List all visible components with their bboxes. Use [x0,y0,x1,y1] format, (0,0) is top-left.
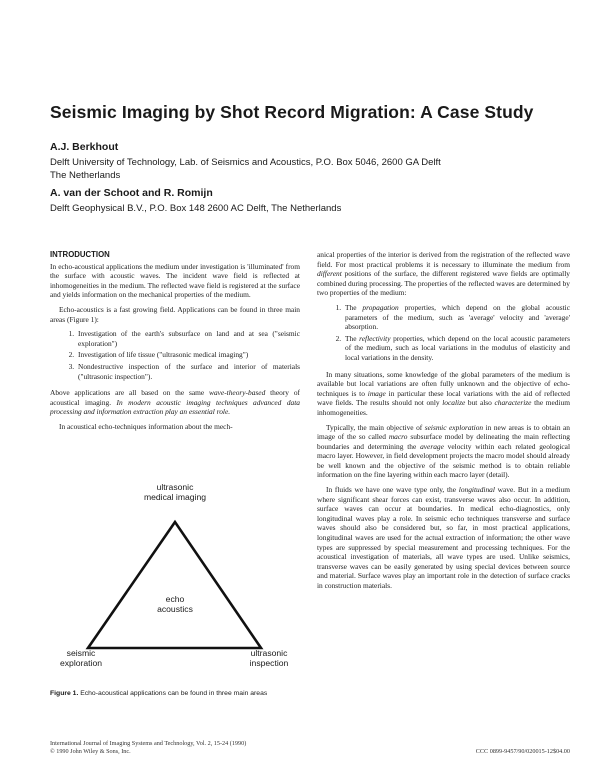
author-1-name: A.J. Berkhout [50,141,119,153]
list-item: 2. Investigation of life tissue ("ultrasonic medical imaging") [76,350,300,360]
paper-title: Seismic Imaging by Shot Record Migration: A Case Study [50,102,534,122]
author-2-affiliation-line-1: Delft Geophysical B.V., P.O. Box 148 2600 AC Delft, The Netherlands [50,203,342,214]
triangle-diagram [50,478,300,668]
text-run-italic: wave-theory-based [209,388,266,398]
figure-label-seismic-exploration [46,648,116,668]
text-run: positions of the surface, the different registered wave fields are optimally combined during processing. The properties of the reflected waves are determined by two properties of the medium: [317,269,570,298]
text-run-italic: image [367,388,386,398]
journal-footer [50,740,380,756]
text-run-italic: characterize [494,398,532,408]
text-run-italic: propagation [362,302,399,312]
journal-citation: International Journal of Imaging Systems and Technology, Vol. 2, 15-24 (1990) [50,740,247,747]
intro-paragraph-3 [50,388,300,417]
caption-number: Figure 1. [50,690,79,697]
text-run: Typically, the main objective of [326,422,425,432]
figure-1-caption [50,690,300,699]
text-run: but also [465,398,495,408]
author-2-name: A. van der Schoot and R. Romijn [50,187,213,199]
text-run: wave. But in a medium where significant shear forces can exist, transverse waves also occur. In addition, surface waves can occur at boundaries. In medical echo-diagnostics, only longitudinal waves play a role. In seismic echo techniques transverse and surface waves should also be considered but, so far, in most practical applications, longitudinal waves are used for the actual extraction of information; the other wave types are suppressed by special measurement and processing techniques. For the acoustical investigation of materials, all wave types are used. Unlike seismics, transverse waves can be easily generated by using special devices between source and material. Surface waves play an important role in the detection of surface cracks in construction materials. [317,485,571,590]
intro-paragraph-1: In echo-acoustical applications the medium under investigation is 'illuminated' from the surface with acoustic waves. The incident wave field is reflected at inhomogeneities in the medium. The reflected wave field is registered at the surface and yields information on the mechanical properties of the medium. [50,261,300,300]
label-line: echo [165,594,185,604]
applications-list [50,329,300,381]
author-2-affiliation [50,203,341,216]
triangle-shape [88,522,261,648]
right-paragraph-4 [317,485,570,591]
text-run: The [345,333,360,343]
right-paragraph-3 [317,423,570,481]
figure-label-medical-imaging [115,482,235,502]
right-paragraph-2 [317,370,570,418]
text-run: Above applications are all based on the same [50,388,210,398]
intro-paragraph-4: In acoustical echo-techniques information about the mech- [59,421,233,431]
text-run-italic: localize [442,398,466,408]
figure-label-echo-acoustics [135,594,215,614]
right-paragraph-1 [317,250,570,298]
label-line: medical imaging [143,492,207,502]
author-1-affiliation [50,157,441,182]
copyright-line: © 1990 John Wiley & Sons, Inc. [50,748,131,755]
caption-text: Echo-acoustical applications can be found in three main areas [78,690,268,697]
text-run: properties, which depend on the local acoustic parameters of the medium, such as local variations in the modulus of elasticity and local variations in the density. [345,333,570,362]
text-run: In many situations, some knowledge of the global parameters of the medium is available but local variations are often fully unknown and the objective of echo-techniques is to [317,369,570,398]
right-column [317,250,570,596]
label-line: ultrasonic [156,482,194,492]
author-1-affiliation-line-1: Delft University of Technology, Lab. of Seismics and Acoustics, P.O. Box 5046, 2600 GA Delft [50,157,441,168]
medium-properties-list [317,303,570,363]
list-item: 3. Nondestructive inspection of the surface and interior of materials ("ultrasonic inspection"). [76,362,300,381]
text-run-italic: In modern acoustic imaging techniques advanced data processing and information extraction play an essential role. [50,397,300,417]
author-1-affiliation-line-2: The Netherlands [50,169,121,181]
text-run-italic: longitudinal [458,485,495,495]
list-item: 1. Investigation of the earth's subsurface on land and at sea ("seismic exploration") [76,329,300,348]
text-run-italic: macro [388,432,408,442]
figure-label-ultrasonic-inspection [234,648,304,668]
label-line: seismic [66,648,96,658]
intro-paragraph-2: Echo-acoustics is a fast growing field. Applications can be found in three main areas (Figure 1): [50,304,300,324]
label-line: acoustics [157,604,193,614]
text-run: the medium inhomogeneities. [317,398,570,417]
text-run: in new areas is to obtain an image of the so called [317,422,570,442]
ccc-code: CCC 0899-9457/90/020015-12$04.00 [475,748,570,755]
left-column [50,250,300,437]
text-run: In fluids we have one wave type only, the [326,485,459,495]
text-run: properties, which depend on the global acoustic parameters of the medium, such as 'average' velocity and 'average' absorption. [345,302,570,332]
list-item [343,334,570,363]
section-heading-introduction: INTRODUCTION [50,250,110,259]
text-run: in particular these local variations with the aid of reflected wave fields. The results should not only [317,388,571,408]
label-line: exploration [59,658,103,668]
label-line: ultrasonic [250,648,288,658]
text-run: The [345,302,363,312]
text-run: theory of acoustical imaging. [50,388,300,407]
text-run: velocity within each related geological macro layer. However, in field development projects the macro model should already be well known and the objective of the seismic method is to obtain reliable information on the fine layering within each macro layer (detail). [317,441,571,480]
text-run-italic: seismic exploration [424,422,484,432]
text-run-italic: different [317,269,342,279]
text-run: anical properties of the interior is derived from the registration of the reflected wave field. For most practical problems it is necessary to illuminate the medium from [317,250,570,269]
text-run-italic: average [420,441,444,451]
text-run-italic: reflectivity [359,333,391,343]
text-run: subsurface model by delineating the main reflecting boundaries and determining the [317,432,570,451]
list-item [343,303,570,332]
label-line: inspection [249,658,289,668]
figure-1 [50,478,300,668]
